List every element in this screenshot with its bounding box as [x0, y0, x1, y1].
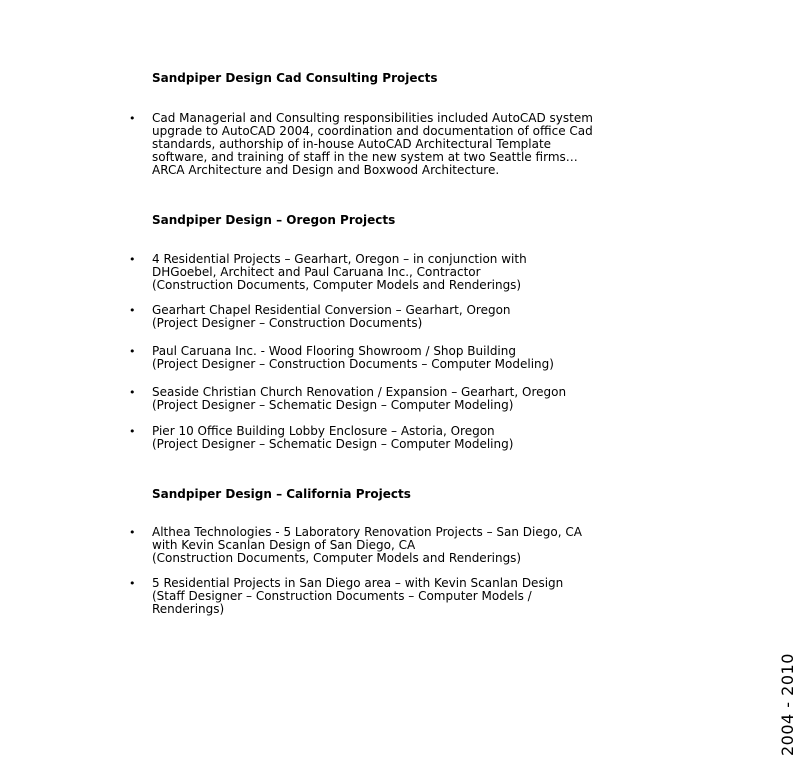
item-line: (Construction Documents, Computer Models and Renderings): [152, 551, 522, 565]
item-line: Seaside Christian Church Renovation / Expansion – Gearhart, Oregon: [152, 385, 567, 399]
item-line: standards, authorship of in-house AutoCAD Architectural Template: [152, 137, 552, 151]
item-line: Paul Caruana Inc. - Wood Flooring Showroom / Shop Building: [152, 344, 516, 358]
item-line: Pier 10 Office Building Lobby Enclosure – Astoria, Oregon: [152, 424, 495, 438]
item-line: (Staff Designer – Construction Documents – Computer Models /: [152, 589, 532, 603]
project-list: [129, 525, 602, 616]
list-item: [129, 111, 602, 177]
item-line: with Kevin Scanlan Design of San Diego, CA: [152, 538, 416, 552]
list-item: [129, 344, 602, 371]
item-line: (Project Designer – Construction Documents – Computer Modeling): [152, 357, 554, 371]
item-line: Gearhart Chapel Residential Conversion – Gearhart, Oregon: [152, 303, 511, 317]
item-line: Cad Managerial and Consulting responsibilities included AutoCAD system: [152, 111, 593, 125]
item-line: (Project Designer – Construction Documents): [152, 316, 423, 330]
bullet-icon: •: [129, 112, 136, 125]
section-oregon: [129, 213, 602, 451]
list-item: [129, 385, 602, 412]
list-item: [129, 525, 602, 565]
bullet-icon: •: [129, 425, 136, 438]
bullet-icon: •: [129, 253, 136, 266]
list-item: [129, 424, 602, 451]
item-line: Althea Technologies - 5 Laboratory Renovation Projects – San Diego, CA: [152, 525, 582, 539]
item-line: 5 Residential Projects in San Diego area – with Kevin Scanlan Design: [152, 576, 564, 590]
bullet-icon: •: [129, 577, 136, 590]
list-item: [129, 576, 602, 616]
bullet-icon: •: [129, 304, 136, 317]
item-line: (Construction Documents, Computer Models and Renderings): [152, 278, 522, 292]
section-heading: Sandpiper Design Cad Consulting Projects: [152, 71, 438, 85]
item-line: 4 Residential Projects – Gearhart, Oregon – in conjunction with: [152, 252, 527, 266]
bullet-icon: •: [129, 345, 136, 358]
item-line: Renderings): [152, 602, 225, 616]
item-line: upgrade to AutoCAD 2004, coordination and documentation of office Cad: [152, 124, 593, 138]
section-heading: Sandpiper Design – California Projects: [152, 487, 411, 501]
item-line: (Project Designer – Schematic Design – Computer Modeling): [152, 398, 514, 412]
section-california: [129, 487, 602, 616]
list-item: [129, 252, 602, 292]
section-cad-consulting: [129, 71, 602, 177]
item-line: software, and training of staff in the new system at two Seattle firms…: [152, 150, 578, 164]
bullet-icon: •: [129, 386, 136, 399]
list-item: [129, 303, 602, 330]
bullet-icon: •: [129, 526, 136, 539]
project-list: [129, 111, 602, 177]
project-list: [129, 252, 602, 451]
item-line: DHGoebel, Architect and Paul Caruana Inc., Contractor: [152, 265, 481, 279]
item-line: ARCA Architecture and Design and Boxwood Architecture.: [152, 163, 500, 177]
section-heading: Sandpiper Design – Oregon Projects: [152, 213, 396, 227]
date-range-label: 2004 - 2010: [778, 653, 797, 756]
item-line: (Project Designer – Schematic Design – Computer Modeling): [152, 437, 514, 451]
